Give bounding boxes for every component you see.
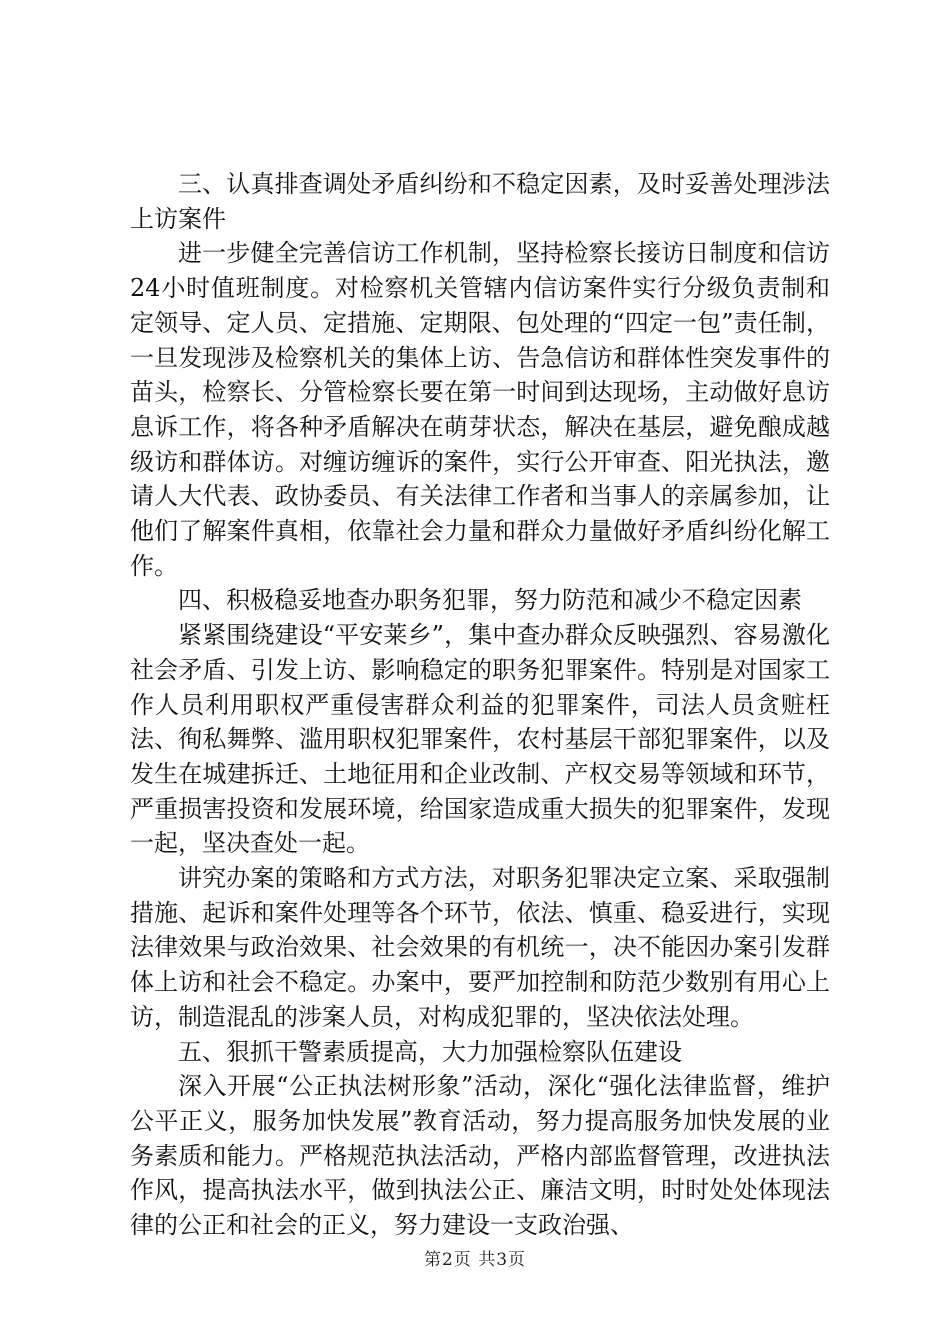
section-heading-3: 三、认真排查调处矛盾纠纷和不稳定因素，及时妥善处理涉法上访案件 — [130, 170, 830, 233]
body-paragraph: 深入开展“公正执法树形象”活动，深化“强化法律监督，维护公平正义，服务加快发展”教育活动，努力提高服务加快发展的业务素质和能力。严格规范执法活动，严格内部监督管理，改进执法作风，提高执法水平，做到执法公正、廉洁文明，时时处处体现法律的公正和社会的正义，努力建设一支政治强、 — [130, 1072, 830, 1240]
section-heading-5: 五、狠抓干警素质提高，大力加强检察队伍建设 — [178, 1037, 682, 1066]
document-body — [130, 167, 830, 1243]
body-paragraph: 进一步健全完善信访工作机制，坚持检察长接访日制度和信访24小时值班制度。对检察机关管辖内信访案件实行分级负责制和定领导、定人员、定措施、定期限、包处理的“四定一包”责任制，一旦发现涉及检察机关的集体上访、告急信访和群体性突发事件的苗头，检察长、分管检察长要在第一时间到达现场，主动做好息访息诉工作，将各种矛盾解决在萌芽状态，解决在基层，避免酿成越级访和群体访。对缠访缠诉的案件，实行公开审查、阳光执法，邀请人大代表、政协委员、有关法律工作者和当事人的亲属参加，让他们了解案件真相，依靠社会力量和群众力量做好矛盾纠纷化解工作。 — [130, 239, 830, 580]
body-paragraph: 讲究办案的策略和方式方法，对职务犯罪决定立案、采取强制措施、起诉和案件处理等各个环节，依法、慎重、稳妥进行，实现法律效果与政治效果、社会效果的有机统一，决不能因办案引发群体上访和社会不稳定。办案中，要严加控制和防范少数别有用心上访，制造混乱的涉案人员，对构成犯罪的，坚决依法处理。 — [130, 864, 830, 1031]
section-heading-4: 四、积极稳妥地查办职务犯罪，努力防范和减少不稳定因素 — [178, 586, 802, 615]
body-paragraph: 紧紧围绕建设“平安莱乡”，集中查办群众反映强烈、容易激化社会矛盾、引发上访、影响稳定的职务犯罪案件。特别是对国家工作人员利用职权严重侵害群众利益的犯罪案件，司法人员贪赃枉法、徇私舞弊、滥用职权犯罪案件，农村基层干部犯罪案件，以及发生在城建拆迁、土地征用和企业改制、产权交易等领域和环节，严重损害投资和发展环境，给国家造成重大损失的犯罪案件，发现一起，坚决查处一起。 — [130, 621, 830, 858]
page-footer: 第2页 共3页 — [423, 1250, 527, 1270]
